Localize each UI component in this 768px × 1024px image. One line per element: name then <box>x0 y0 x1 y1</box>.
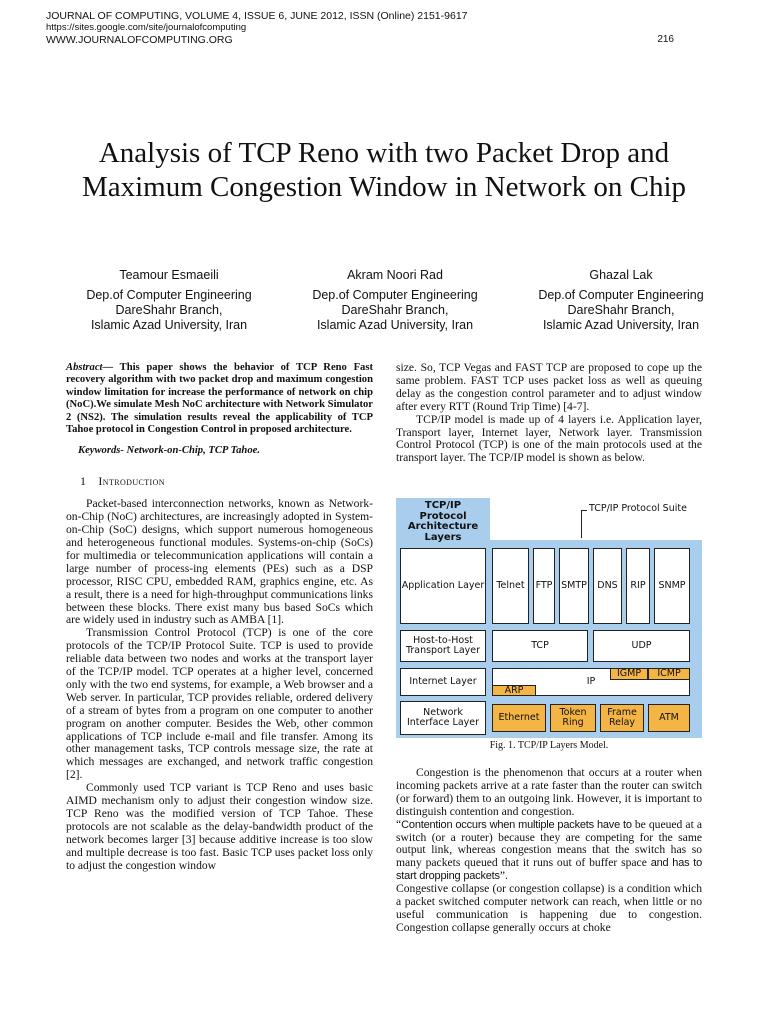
udp-box: UDP <box>593 630 690 662</box>
igmp-box: IGMP <box>610 668 648 680</box>
author-branch: DareShahr Branch, <box>115 303 223 317</box>
author-dept: Dep.of Computer Engineering <box>538 288 704 302</box>
application-layer: Application Layer <box>400 548 486 624</box>
link-ethernet: Ethernet <box>492 704 546 732</box>
network-interface-layer: Network Interface Layer <box>400 701 486 735</box>
journal-line: JOURNAL OF COMPUTING, VOLUME 4, ISSUE 6, JUNE 2012, ISSN (Online) 2151-9617 <box>46 10 468 22</box>
left-column <box>66 362 373 873</box>
suite-bracket-vertical <box>581 510 582 538</box>
author-name: Ghazal Lak <box>589 268 653 282</box>
figure-caption: Fig. 1. TCP/IP Layers Model. <box>489 740 609 751</box>
section-title: Introduction <box>98 474 165 489</box>
app-smtp: SMTP <box>559 548 589 624</box>
author-dept: Dep.of Computer Engineering <box>86 288 252 302</box>
paragraph: Congestion is the phenomenon that occurs at a router when incoming packets arrive at a rate faster than the router can switch (or forward) them to an outgoing link. However, it is important to distinguish contention and congestion. <box>396 766 702 818</box>
author-dept: Dep.of Computer Engineering <box>312 288 478 302</box>
abstract <box>66 362 373 436</box>
keywords: Keywords- Network-on-Chip, TCP Tahoe. <box>78 445 260 457</box>
transport-layer: Host-to-Host Transport Layer <box>400 630 486 662</box>
author-branch: DareShahr Branch, <box>567 303 675 317</box>
author-branch: DareShahr Branch, <box>341 303 449 317</box>
author-univ: Islamic Azad University, Iran <box>90 318 248 332</box>
suite-bracket-horizontal <box>581 510 587 511</box>
right-column-bottom <box>396 767 702 935</box>
app-snmp: SNMP <box>654 548 690 624</box>
quote-mid: be queued at a switch (or a router) because they are competing for the same output link, whereas congestion means that the switch has so many packets queued that it runs out of buffer space <box>396 817 702 870</box>
author-name: Teamour Esmaeili <box>119 268 219 282</box>
quote-close: ”. <box>499 869 508 883</box>
paper-title: Analysis of TCP Reno with two Packet Drop and Maximum Congestion Window in Network on Chip <box>81 137 687 203</box>
ip-label: IP <box>586 676 596 687</box>
link-token-ring: Token Ring <box>550 704 596 732</box>
journal-site[interactable]: WWW.JOURNALOFCOMPUTING.ORG <box>46 34 233 46</box>
app-ftp: FTP <box>533 548 555 624</box>
author-3 <box>516 268 726 333</box>
author-univ: Islamic Azad University, Iran <box>316 318 474 332</box>
link-atm: ATM <box>648 704 690 732</box>
tcp-box: TCP <box>492 630 588 662</box>
suite-label: TCP/IP Protocol Suite <box>589 503 687 514</box>
journal-header <box>46 10 468 46</box>
author-2 <box>290 268 500 333</box>
link-frame-relay: Frame Relay <box>600 704 644 732</box>
right-column-top <box>396 362 702 465</box>
quote-sans-1: Contention occurs when multiple packets have to <box>401 818 632 831</box>
paragraph: size. So, TCP Vegas and FAST TCP are proposed to cope up the same problem. FAST TCP uses packet loss as well as queuing delay as the congestion control parameter and to adjust window after every RTT (Round Trip Time) [4-7]. <box>396 361 702 413</box>
paragraph: TCP/IP model is made up of 4 layers i.e. Application layer, Transport layer, Internet layer, Network layer. Transmission Control Protocol (TCP) is one of the main protocols used at the transport layer. The TCP/IP model is shown as below. <box>396 412 702 465</box>
tcpip-figure <box>396 498 702 738</box>
page-number: 216 <box>657 34 674 45</box>
abstract-lead: Abstract <box>66 362 103 373</box>
author-name: Akram Noori Rad <box>347 268 443 282</box>
app-rip: RIP <box>626 548 650 624</box>
section-number: 1 <box>80 474 87 489</box>
abstract-text: — This paper shows the behavior of TCP Reno Fast recovery algorithm with two packet drop and maximum congestion window limitation for increase the performance of network on chip (NoC).We simulate Mesh NoC architecture with Network Simulator 2 (NS2). The simulation results reveal the applicability of TCP Tahoe protocol in Congestion Control in proposed architecture. <box>66 362 373 436</box>
quote-sans-2: and has to start dropping packets <box>396 857 702 883</box>
paragraph: Packet-based interconnection networks, known as Network-on-Chip (NoC) architectures, are increasingly adopted in System-on-Chip (SoC) designs, which support numerous homogeneous and heterogeneous functional modules. Systems-on-chip (SoCs) for multimedia or telecommunication applications will contain a large number of process-ing elements (PEs) such as a DSP processor, RISC CPU, embedded RAM, graphics engine, etc. As a result, there is a need for high-throughput communications links between these blocks. There exist many bus based SoCs which are widely used in industry such as AMBA [1]. <box>66 497 373 627</box>
paragraph: Transmission Control Protocol (TCP) is one of the core protocols of the TCP/IP Protocol Suite. TCP is used to provide reliable data between two nodes and works at the transport layer of the TCP/IP model. TCP operates at a higher level, concerned only with the two end systems, for example, a Web browser and a Web server. In particular, TCP provides reliable, ordered delivery of a stream of bytes from a program on one computer to another program on another computer. Besides the Web, other common applications of TCP include e-mail and file transfer. Among its other management tasks, TCP controls message size, the rate at which messages are exchanged, and network traffic congestion [2]. <box>66 626 373 782</box>
paragraph: Congestive collapse (or congestion collapse) is a condition which a packet switched computer network can reach, when little or no useful communication is happening due to congestion. Congestion collapse generally occurs at choke <box>396 882 702 934</box>
author-1 <box>64 268 274 333</box>
journal-url[interactable]: https://sites.google.com/site/journalofcomputing <box>46 22 247 33</box>
author-univ: Islamic Azad University, Iran <box>542 318 700 332</box>
app-telnet: Telnet <box>492 548 529 624</box>
internet-layer: Internet Layer <box>400 668 486 696</box>
app-dns: DNS <box>593 548 622 624</box>
quote-paragraph <box>396 819 702 884</box>
icmp-box: ICMP <box>648 668 690 680</box>
quote-open: “ <box>396 817 402 831</box>
section-heading <box>80 475 373 488</box>
architecture-title: TCP/IP Protocol Architecture Layers <box>407 500 479 543</box>
arp-box: ARP <box>492 685 536 696</box>
paragraph: Commonly used TCP variant is TCP Reno and uses basic AIMD mechanism only to adjust their congestion window size. TCP Reno was the modified version of TCP Tahoe. These protocols are not scalable as the delay-bandwidth product of the network becomes larger [3] because additive increase is too slow and multiple decrease is too fast. Basic TCP uses packet loss only to adjust the congestion window <box>66 781 373 872</box>
